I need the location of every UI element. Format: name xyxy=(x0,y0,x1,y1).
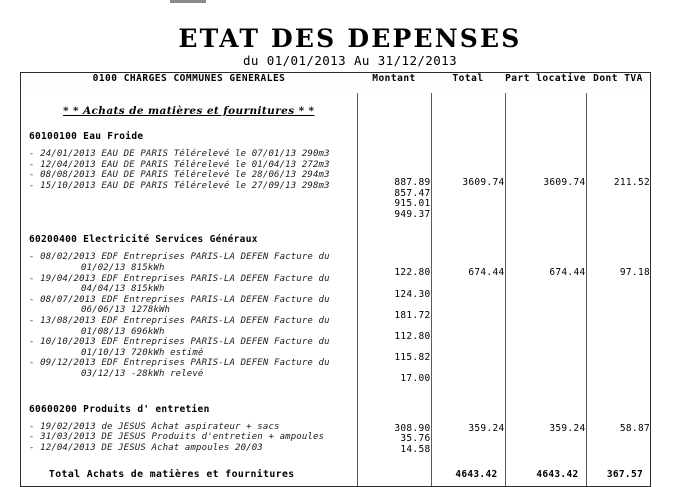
montant-value: 17.00 xyxy=(400,373,431,385)
list-item xyxy=(29,316,357,337)
group-description-cell xyxy=(21,390,357,456)
section-heading-part xyxy=(505,93,586,117)
section-heading-text: * * Achats de matières et fournitures * * xyxy=(63,105,315,117)
montant-value: 887.89 xyxy=(394,177,431,188)
list-item xyxy=(29,252,357,273)
group-total-cell xyxy=(431,220,505,389)
page-top-marker xyxy=(170,0,206,3)
list-item: - 12/04/2013 EAU DE PARIS Télérelevé le 01/04/13 272m3 xyxy=(29,159,330,170)
dont-tva-value: 97.18 xyxy=(619,267,650,279)
column-header-part-locative: Part locative xyxy=(505,73,586,93)
table-row xyxy=(21,390,650,456)
grand-total-tva-cell xyxy=(586,455,650,486)
list-item: - 24/01/2013 EAU DE PARIS Télérelevé le 07/01/13 290m3 xyxy=(29,149,330,159)
entry-line-list xyxy=(21,415,357,454)
list-item-continuation: 06/06/13 1278kWh xyxy=(81,305,171,316)
page-title: ETAT DES DEPENSES xyxy=(178,24,522,53)
montant-value: 112.80 xyxy=(394,330,431,342)
grand-total-montant xyxy=(357,455,431,486)
list-item-text: - 09/12/2013 EDF Entreprises PARIS-LA DEFEN Facture du xyxy=(29,358,330,369)
list-item-text: - 19/04/2013 EDF Entreprises PARIS-LA DEFEN Facture du xyxy=(29,273,330,284)
entry-line-list xyxy=(21,245,357,379)
montant-value: 308.90 xyxy=(394,422,431,434)
group-tva-cell xyxy=(586,117,650,220)
total-stack xyxy=(432,220,505,283)
section-heading-total xyxy=(431,93,505,117)
montant-value: 857.47 xyxy=(394,187,431,199)
grand-total-label-cell xyxy=(21,455,357,486)
list-item-continuation: 01/08/13 696kWh xyxy=(81,326,165,337)
grand-total-dont-tva: 367.57 xyxy=(606,469,643,481)
list-item xyxy=(29,295,357,316)
list-item: - 08/08/2013 EAU DE PARIS Télérelevé le 28/06/13 294m3 xyxy=(29,170,330,181)
table-row xyxy=(21,220,650,389)
account-title: 60100100 Eau Froide xyxy=(29,131,144,142)
dont-tva-stack xyxy=(587,390,651,435)
column-header-dont-tva: Dont TVA xyxy=(586,73,650,93)
montant-value: 115.82 xyxy=(394,352,431,364)
part-locative-value: 674.44 xyxy=(549,267,586,279)
montant-value: 14.58 xyxy=(400,443,431,455)
table-body xyxy=(21,93,650,486)
grand-total-total-cell xyxy=(431,455,505,486)
section-heading-tva xyxy=(586,93,650,117)
expenses-table-container xyxy=(20,72,651,487)
section-heading-montant xyxy=(357,93,431,117)
account-title: 60600200 Produits d' entretien xyxy=(29,403,210,415)
document-title-block xyxy=(0,26,700,68)
group-montant-cell xyxy=(357,117,431,220)
list-item xyxy=(29,358,357,379)
entry-line-list xyxy=(21,142,357,191)
list-item xyxy=(29,274,357,295)
part-locative-stack xyxy=(506,220,586,283)
dont-tva-value: 58.87 xyxy=(619,422,650,434)
total-stack xyxy=(432,390,505,435)
grand-total-total: 4643.42 xyxy=(455,469,498,481)
list-item: - 15/10/2013 EAU DE PARIS Télérelevé le 27/09/13 298m3 xyxy=(29,180,330,191)
montant-value: 35.76 xyxy=(400,433,431,445)
list-item-text: - 13/08/2013 EDF Entreprises PARIS-LA DEFEN Facture du xyxy=(29,315,330,326)
grand-total-part-locative: 4643.42 xyxy=(536,469,579,481)
group-part-cell xyxy=(505,220,586,389)
section-heading-row xyxy=(21,93,650,117)
list-item-text: - 08/02/2013 EDF Entreprises PARIS-LA DEFEN Facture du xyxy=(29,252,330,263)
table-header-row xyxy=(21,73,650,93)
list-item-continuation: 04/04/13 815kWh xyxy=(81,284,165,295)
montant-value: 949.37 xyxy=(394,208,431,220)
group-montant-cell xyxy=(357,390,431,456)
table-row xyxy=(21,117,650,220)
part-locative-value: 3609.74 xyxy=(543,177,586,188)
grand-total-row xyxy=(21,455,650,486)
group-part-cell xyxy=(505,117,586,220)
montant-value: 181.72 xyxy=(394,309,431,321)
list-item: - 31/03/2013 DE JESUS Produits d'entretien + ampoules xyxy=(29,432,325,443)
total-value: 674.44 xyxy=(468,267,505,279)
montant-value: 915.01 xyxy=(394,198,431,210)
list-item-continuation: 01/02/13 815kWh xyxy=(81,262,165,273)
group-total-cell xyxy=(431,390,505,456)
montant-stack xyxy=(358,117,431,220)
total-value: 3609.74 xyxy=(462,177,505,188)
dont-tva-stack xyxy=(587,220,651,283)
montant-stack xyxy=(358,390,431,456)
section-heading-cell xyxy=(21,93,357,117)
group-montant-cell xyxy=(357,220,431,389)
group-tva-cell xyxy=(586,220,650,389)
total-value: 359.24 xyxy=(468,422,505,434)
list-item-text: - 08/07/2013 EDF Entreprises PARIS-LA DEFEN Facture du xyxy=(29,294,330,305)
part-locative-value: 359.24 xyxy=(549,422,586,434)
group-total-cell xyxy=(431,117,505,220)
list-item-text: - 10/10/2013 EDF Entreprises PARIS-LA DEFEN Facture du xyxy=(29,337,330,348)
part-locative-stack xyxy=(506,390,586,435)
list-item: - 19/02/2013 de JESUS Achat aspirateur + sacs xyxy=(29,421,280,432)
column-header-montant: Montant xyxy=(357,73,431,93)
dont-tva-stack xyxy=(587,117,651,189)
montant-stack xyxy=(358,220,431,389)
montant-value: 124.30 xyxy=(394,288,431,300)
montant-value: 122.80 xyxy=(394,267,431,279)
grand-total-label: Total Achats de matières et fournitures xyxy=(48,469,295,481)
group-description-cell xyxy=(21,117,357,220)
list-item-continuation: 01/10/13 720kWh estimé xyxy=(81,347,204,358)
column-header-description: 0100 CHARGES COMMUNES GENERALES xyxy=(21,73,357,93)
group-description-cell xyxy=(21,220,357,389)
page-subtitle: du 01/01/2013 Au 31/12/2013 xyxy=(243,53,457,68)
group-part-cell xyxy=(505,390,586,456)
dont-tva-value: 211.52 xyxy=(613,177,650,188)
part-locative-stack xyxy=(506,117,586,189)
account-title: 60200400 Electricité Services Généraux xyxy=(29,234,258,246)
list-item xyxy=(29,337,357,358)
list-item-continuation: 03/12/13 -28kWh relevé xyxy=(81,368,204,379)
expenses-table xyxy=(21,73,650,486)
total-stack xyxy=(432,117,505,189)
group-tva-cell xyxy=(586,390,650,456)
table-header xyxy=(21,73,650,93)
grand-total-part-cell xyxy=(505,455,586,486)
list-item: - 12/04/2013 DE JESUS Achat ampoules 20/03 xyxy=(29,442,263,453)
column-header-total: Total xyxy=(431,73,505,93)
